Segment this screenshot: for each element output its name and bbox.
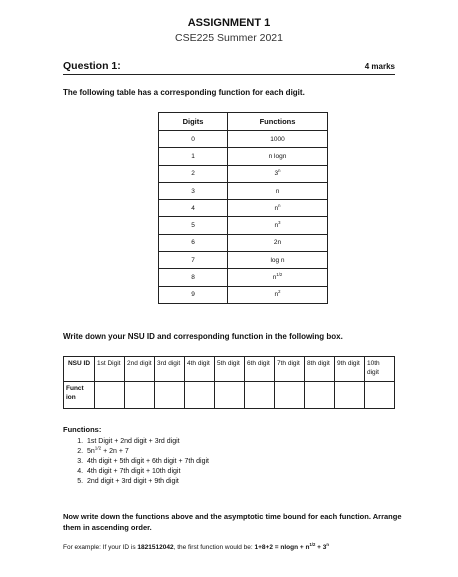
digit-header-cell: 3rd digit [155, 357, 185, 382]
course-subtitle: CSE225 Summer 2021 [175, 32, 283, 44]
instructions-text: Now write down the functions above and the asymptotic time bound for each function. Arrange them in ascending order. [63, 512, 402, 532]
digit-cell: 8 [159, 269, 228, 286]
function-text-tail: + 2n + 7 [101, 448, 129, 455]
digit-cell: 6 [159, 234, 228, 251]
function-input-cell[interactable] [245, 382, 275, 409]
digit-cell: 7 [159, 252, 228, 269]
nsu-id-table [63, 356, 395, 409]
question-marks: 4 marks [364, 62, 395, 71]
nsu-id-header: NSU ID [64, 357, 95, 382]
function-cell [228, 234, 328, 251]
function-exponent: 3 [278, 219, 281, 225]
example-result-sup1: 1/2 [309, 541, 316, 547]
digit-cell: 2 [159, 165, 228, 182]
nsu-box-label: Write down your NSU ID and corresponding function in the following box. [63, 332, 343, 341]
function-row [64, 382, 395, 409]
digit-cell: 5 [159, 217, 228, 234]
function-exponent: 2 [278, 289, 281, 295]
function-text: 1st Digit + 2nd digit + 3rd digit [87, 438, 180, 445]
function-cell [228, 286, 328, 303]
function-cell [228, 165, 328, 182]
digit-cell: 9 [159, 286, 228, 303]
list-item [85, 457, 209, 467]
functions-list [63, 437, 209, 487]
function-cell [228, 131, 328, 148]
function-cell [228, 182, 328, 199]
function-base: n logn [268, 152, 287, 160]
function-base: 2n [273, 239, 282, 247]
function-text: 4th digit + 5th digit + 6th digit + 7th digit [87, 458, 210, 465]
function-input-cell[interactable] [95, 382, 125, 409]
table-row [159, 269, 328, 286]
function-base: n [272, 274, 277, 282]
example-result-b: + 3 [315, 544, 327, 551]
list-item [85, 477, 209, 487]
digit-header-cell: 6th digit [245, 357, 275, 382]
digit-header-cell: 8th digit [305, 357, 335, 382]
function-cell [228, 252, 328, 269]
digit-function-table [158, 112, 328, 304]
table-row [159, 165, 328, 182]
table-row [159, 200, 328, 217]
digit-cell: 0 [159, 131, 228, 148]
digit-cell: 3 [159, 182, 228, 199]
example-prefix: For example: If your ID is [63, 544, 138, 551]
function-cell [228, 269, 328, 286]
digit-header-cell: 2nd digit [125, 357, 155, 382]
function-input-cell[interactable] [365, 382, 395, 409]
digits-header: Digits [159, 113, 228, 131]
digit-cell: 1 [159, 148, 228, 165]
digit-header-cell: 4th digit [185, 357, 215, 382]
function-text: 2nd digit + 3rd digit + 9th digit [87, 478, 179, 485]
function-base: n [274, 291, 279, 299]
table-row [159, 286, 328, 303]
table-row [159, 217, 328, 234]
list-item [85, 447, 209, 457]
function-base: 3 [274, 170, 279, 178]
function-text: 4th digit + 7th digit + 10th digit [87, 468, 181, 475]
table-row [159, 182, 328, 199]
list-item [85, 467, 209, 477]
function-input-cell[interactable] [275, 382, 305, 409]
function-input-cell[interactable] [185, 382, 215, 409]
digit-header-cell: 5th digit [215, 357, 245, 382]
digit-cell: 4 [159, 200, 228, 217]
example-result-sup2: n [326, 541, 329, 547]
example-middle: , the first function would be: [173, 544, 255, 551]
question-title: Question 1: [63, 60, 121, 72]
function-input-cell[interactable] [335, 382, 365, 409]
example-result [254, 541, 329, 551]
function-cell [228, 148, 328, 165]
table-row [159, 234, 328, 251]
function-base: log n [270, 256, 285, 264]
table-header-row [159, 113, 328, 131]
function-input-cell[interactable] [125, 382, 155, 409]
example-line [63, 541, 329, 551]
functions-title: Functions: [63, 425, 102, 434]
function-input-cell[interactable] [305, 382, 335, 409]
function-exponent: 1/2 [276, 271, 283, 277]
function-input-cell[interactable] [155, 382, 185, 409]
table-row [159, 131, 328, 148]
question-intro: The following table has a corresponding function for each digit. [63, 88, 305, 97]
function-input-cell[interactable] [215, 382, 245, 409]
function-base: n [274, 204, 279, 212]
list-item [85, 437, 209, 447]
question-header [63, 60, 395, 75]
functions-header: Functions [228, 113, 328, 131]
table-row [159, 252, 328, 269]
function-base: n [274, 222, 279, 230]
function-cell [228, 200, 328, 217]
function-text: 5n [87, 448, 95, 455]
digit-header-cell: 1st Digit [95, 357, 125, 382]
digit-header-cell: 9th digit [335, 357, 365, 382]
table-row [159, 148, 328, 165]
nsu-id-row [64, 357, 395, 382]
assignment-title: ASSIGNMENT 1 [187, 17, 271, 29]
function-exponent: n [278, 202, 281, 208]
example-result-a: 1+8+2 = nlogn + n [254, 544, 310, 551]
function-cell [228, 217, 328, 234]
function-base: n [275, 187, 280, 195]
example-id: 1821512042 [137, 544, 174, 551]
function-base: 1000 [270, 135, 285, 143]
function-exponent: 1/2 [94, 445, 102, 451]
digit-header-cell: 7th digit [275, 357, 305, 382]
function-row-header: Funct ion [64, 382, 95, 409]
function-exponent: n [278, 168, 281, 174]
digit-header-cell: 10th digit [365, 357, 395, 382]
